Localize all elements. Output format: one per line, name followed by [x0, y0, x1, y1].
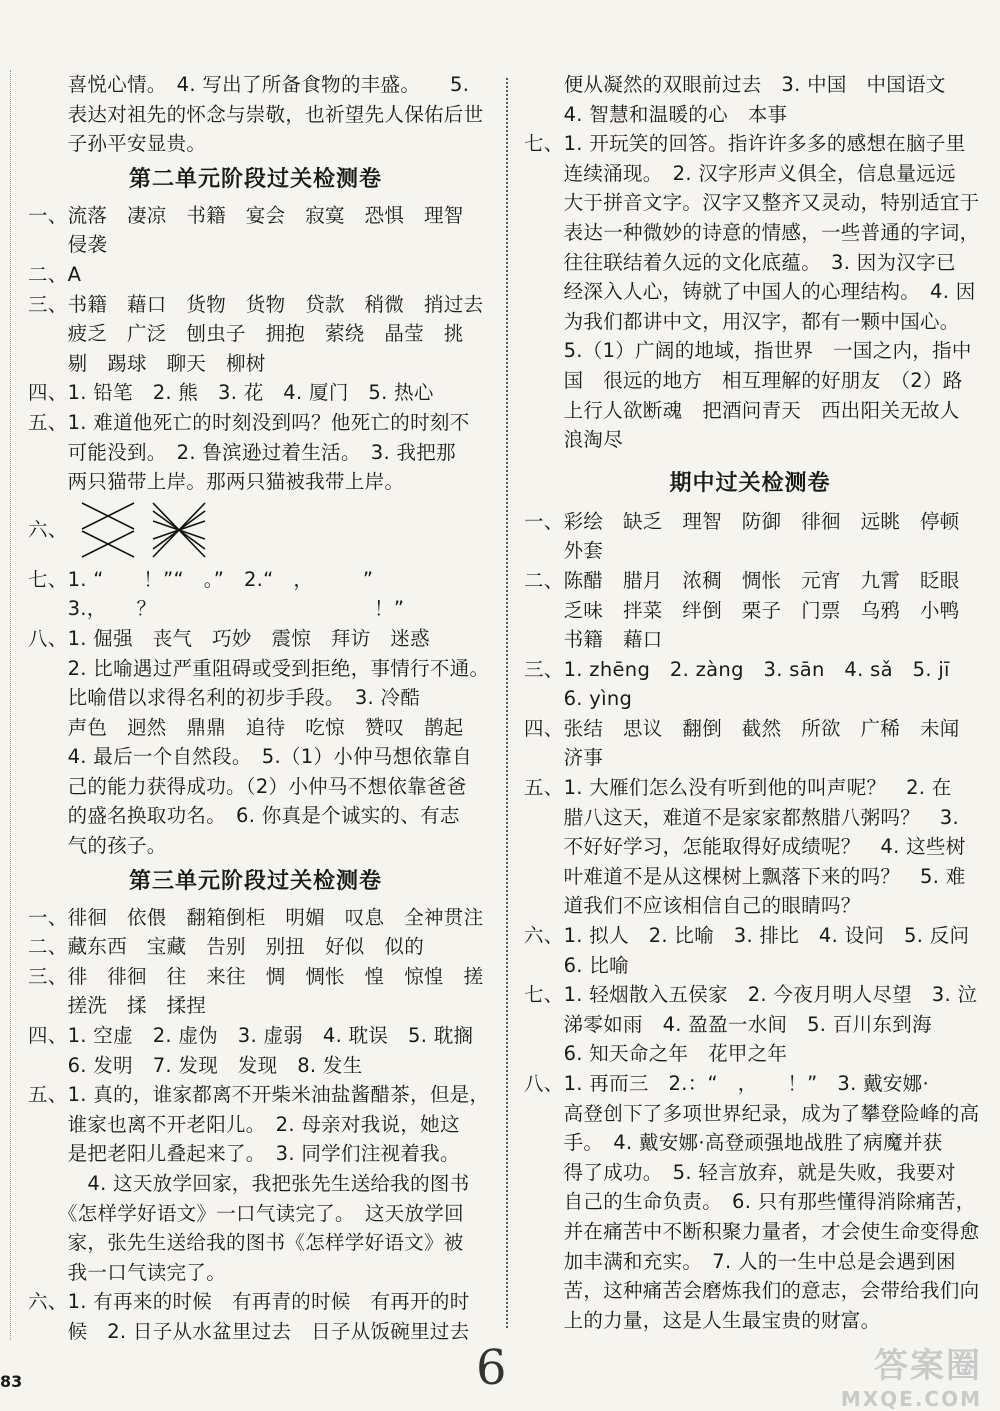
right-intro	[524, 70, 980, 455]
text-line: 自己的生命负责。 6. 只有那些懂得消除痛苦，	[524, 1190, 976, 1214]
unit3-answers	[28, 903, 490, 1347]
text-line: 六、1. 拟人 2. 比喻 3. 排比 4. 设问 5. 反问	[524, 924, 970, 948]
text-line: 八、1. 倔强 丧气 巧妙 震惊 拜访 迷惑	[28, 626, 430, 650]
text-line: 涕零如雨 4. 盈盈一水间 5. 百川东到海	[524, 1012, 932, 1036]
text-line: 一、流落 凄凉 书籍 宴会 寂寞 恐惧 理智	[28, 203, 464, 227]
text-line: 6. 知天命之年 花甲之年	[524, 1042, 788, 1066]
handwritten-mark: 6	[476, 1340, 507, 1396]
text-line: 浪淘尽	[524, 428, 624, 452]
midterm-title: 期中过关检测卷	[669, 470, 831, 496]
text-line: 气的孩子。	[28, 834, 167, 858]
text-line: 二、陈醋 腊月 浓稠 惆怅 元宵 九霄 眨眼	[524, 568, 960, 592]
page-number: 83	[0, 1372, 23, 1391]
text-line: 6. 发明 7. 发现 发现 8. 发生	[28, 1053, 363, 1077]
text-line: 搓洗 揉 揉捏	[28, 994, 207, 1018]
text-line: 往往联结着久远的文化底蕴。 3. 因为汉字已	[524, 250, 956, 274]
text-line: 三、1. zhēng 2. zàng 3. sān 4. sǎ 5. jī	[524, 657, 950, 681]
left-column	[28, 70, 490, 1347]
text-line: 四、张结 思议 翻倒 截然 所欲 广稀 未闻	[524, 716, 960, 740]
text-line: 国 很远的地方 相互理解的好朋友 （2）路	[524, 368, 963, 392]
text-line: 6. 比喻	[524, 953, 629, 977]
text-line: 上的力量，这是人生最宝贵的财富。	[524, 1308, 881, 1332]
text-line: 4. 最后一个自然段。 5.（1）小仲马想依靠自	[28, 745, 472, 769]
text-line: 五、1. 真的，谁家都离不开柴米油盐酱醋茶，但是，	[28, 1083, 490, 1107]
text-line: 叶难道不是从这棵树上飘落下来的吗？ 5. 难	[524, 864, 966, 888]
cross-lines-icon	[80, 501, 136, 559]
text-line: 济事	[524, 746, 604, 770]
watermark-url: MXQE.COM	[840, 1387, 982, 1411]
text-line: 家，张先生送给我的图书《怎样学好语文》被	[28, 1231, 464, 1255]
text-line: 子孙平安显贵。	[28, 132, 207, 156]
text-line: 乏味 拌菜 绊倒 栗子 门票 乌鸦 小鸭	[524, 598, 960, 622]
text-line: 6. yìng	[524, 687, 633, 711]
text-line: 比喻借以求得名利的初步手段。 3. 冷酷	[28, 686, 421, 710]
left-margin-rule	[10, 70, 11, 1340]
text-line: 四、1. 铅笔 2. 熊 3. 花 4. 厦门 5. 热心	[28, 381, 434, 405]
text-line: 八、1. 再而三 2.：“ ， ！” 3. 戴安娜·	[524, 1072, 929, 1095]
text-line: 四、1. 空虚 2. 虚伪 3. 虚弱 4. 耽误 5. 耽搁	[28, 1024, 474, 1048]
text-line: 两只猫带上岸。那两只猫被我带上岸。	[28, 470, 405, 494]
text-line: 不好好学习，怎能取得好成绩呢？ 4. 这些树	[524, 835, 966, 859]
text-line: 谁家也离不开老阳儿。 2. 母亲对我说，她这	[28, 1112, 460, 1136]
unit2-matching-diagram	[28, 501, 483, 563]
text-line: 表达对祖先的怀念与崇敬，也祈望先人保佑后世	[28, 102, 484, 126]
text-line: 侵袭	[28, 233, 108, 257]
text-line: 我一口气读完了。	[28, 1260, 227, 1284]
text-line: 七、1. “ ！”“ 。” 2.“ ， ”	[28, 567, 374, 591]
text-line: 三、徘 徘徊 往 来往 惆 惆怅 惶 惊惶 搓	[28, 964, 484, 988]
text-line: 道我们不应该相信自己的眼睛吗？	[524, 894, 861, 918]
text-line: 上行人欲断魂 把酒问青天 西出阳关无故人	[524, 398, 960, 422]
text-line: 高登创下了多项世界纪录，成为了攀登险峰的高	[524, 1101, 980, 1125]
text-line: 外套	[524, 539, 604, 563]
unit3-title: 第三单元阶段过关检测卷	[128, 868, 382, 894]
text-line: 可能没到。 2. 鲁滨逊过着生活。 3. 我把那	[28, 440, 456, 464]
text-line: 并在痛苦中不断积聚力量者，才会使生命变得愈	[524, 1219, 980, 1243]
text-line: 一、彩绘 缺乏 理智 防御 徘徊 远眺 停顿	[524, 509, 960, 533]
text-line: 4. 智慧和温暖的心 本事	[524, 102, 788, 126]
text-line: 经深入人心，铸就了中国人的心理结构。 4. 因	[524, 280, 976, 304]
unit2-answers-a	[28, 201, 483, 497]
watermark	[841, 1338, 982, 1411]
text-line: 七、1. 轻烟散入五侯家 2. 今夜月明人尽望 3. 泣	[524, 983, 978, 1007]
text-line: 一、徘徊 依偎 翻箱倒柜 明媚 叹息 全神贯注	[28, 905, 484, 929]
text-line: 腊八这天，难道不是家家都熬腊八粥吗？ 3.	[524, 805, 960, 829]
text-line: 便从凝然的双眼前过去 3. 中国 中国语文	[524, 73, 946, 96]
text-line: 二、A	[28, 262, 82, 286]
unit2-answers-b	[28, 565, 490, 861]
text-line: 连续涌现。 2. 汉字形声义俱全，信息量远远	[524, 161, 956, 185]
text-line: 三、书籍 藉口 货物 货物 贷款 稍微 捎过去	[28, 292, 484, 316]
text-line: 剔 踢球 聊天 柳树	[28, 351, 266, 375]
text-line: 《怎样学好语文》一口气读完了。 这天放学回	[28, 1201, 464, 1225]
text-line: 五、1. 难道他死亡的时刻没到吗？他死亡的时刻不	[28, 410, 470, 434]
text-line: 声色 迥然 鼎鼎 追待 吃惊 赞叹 鹊起	[28, 715, 464, 739]
text-line: 为我们都讲中文，用汉字，都有一颗中国心。	[524, 309, 960, 333]
text-line: 得了成功。 5. 轻言放弃，就是失败，我要对	[524, 1160, 956, 1184]
text-line: 5.（1）广阔的地域，指世界 一国之内，指中	[524, 339, 972, 363]
text-line: 表达一种微妙的诗意的情感，一些普通的字词，	[524, 220, 980, 244]
column-divider	[506, 78, 508, 1328]
text-line: 苦，这种痛苦会磨炼我们的意志，会带给我们向	[524, 1279, 980, 1303]
text-line: 喜悦心情。 4. 写出了所备食物的丰盛。 5.	[28, 73, 470, 96]
midterm-answers	[524, 507, 980, 1336]
text-line: 大于拼音文字。汉字又整齐又灵动，特别适宜于	[524, 191, 980, 215]
text-line: 候 2. 日子从水盆里过去 日子从饭碗里过去	[28, 1319, 470, 1343]
text-line: 的盛名换取功名。 6. 你真是个诚实的、有志	[28, 804, 460, 828]
text-line: 己的能力获得成功。（2）小仲马不想依靠爸爸	[28, 774, 467, 798]
watermark-title: 答案圈	[874, 1346, 982, 1386]
text-line: 二、藏东西 宝藏 告别 别扭 好似 似的	[28, 935, 425, 959]
text-line: 手。 4. 戴安娜·高登顽强地战胜了病魔并获	[524, 1131, 943, 1155]
right-column	[524, 70, 980, 1335]
text-line: 书籍 藉口	[524, 628, 663, 652]
text-line: 疲乏 广泛 刨虫子 拥抱 萦绕 晶莹 挑	[28, 322, 464, 346]
text-line: 七、1. 开玩笑的回答。指许许多多的感想在脑子里	[524, 132, 966, 156]
text-line: 4. 这天放学回家，我把张先生送给我的图书	[28, 1172, 470, 1195]
unit2-title: 第二单元阶段过关检测卷	[128, 166, 382, 192]
text-line: 加丰满和充实。 7. 人的一生中总是会遇到困	[524, 1249, 956, 1273]
text-line: 六、1. 有再来的时候 有再青的时候 有再开的时	[28, 1290, 470, 1314]
text-line: 五、1. 大雁们怎么没有听到他的叫声呢？ 2. 在	[524, 776, 952, 800]
star-lines-icon	[149, 501, 209, 559]
question-label: 六、	[28, 517, 68, 541]
text-line: 3.， ？ ！”	[28, 597, 405, 621]
text-line: 是把老阳儿叠起来了。 3. 同学们注视着我。	[28, 1142, 460, 1166]
left-intro	[28, 70, 483, 159]
text-line: 2. 比喻遇过严重阻碍或受到拒绝，事情行不通。	[28, 656, 490, 680]
